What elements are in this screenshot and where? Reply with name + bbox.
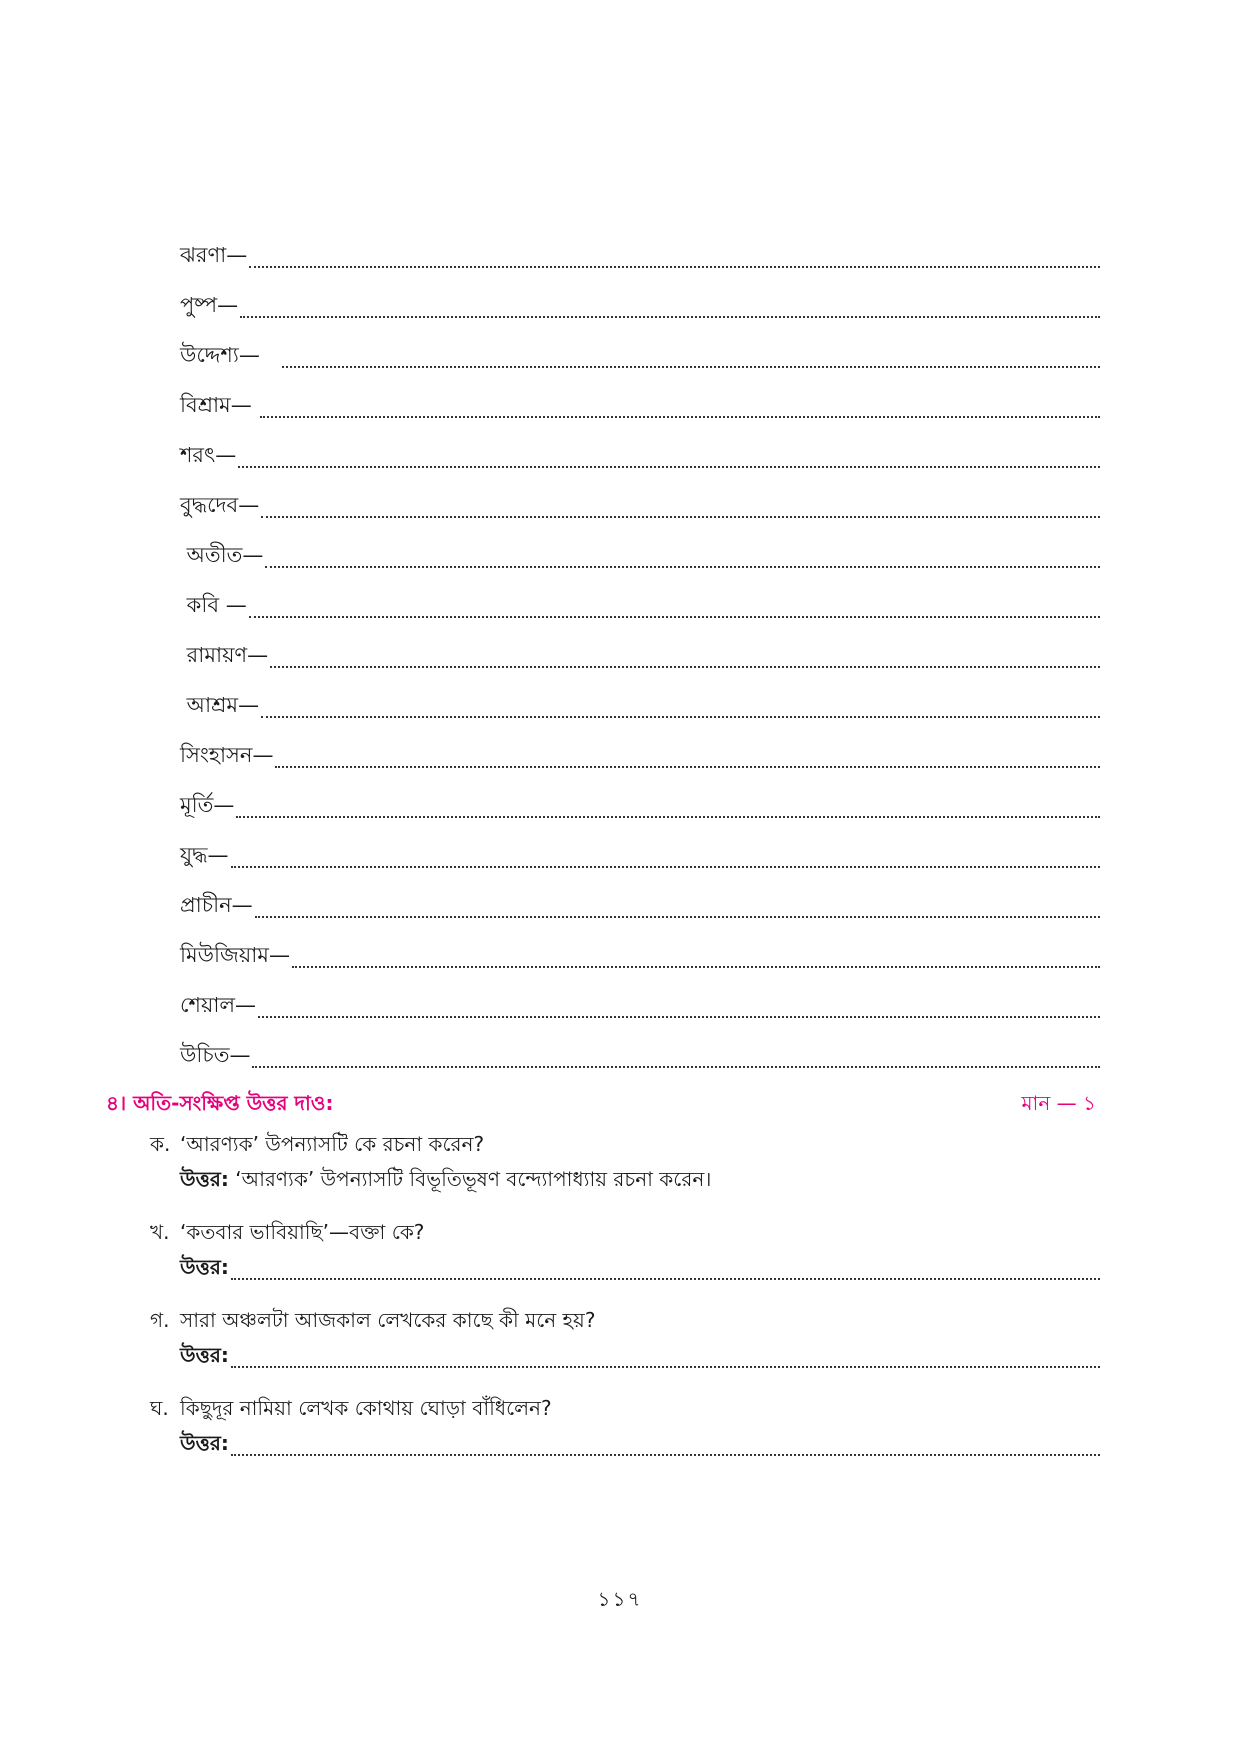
answer-blank[interactable] [231, 1454, 1100, 1456]
vocab-word: প্রাচীন— [180, 893, 253, 917]
vocab-word: উচিত— [180, 1043, 251, 1067]
answer-label: উত্তর: [180, 1343, 229, 1367]
vocab-word: বিশ্রাম— [180, 393, 259, 417]
vocab-word: পুষ্প— [180, 293, 239, 317]
answer-line [180, 1426, 1100, 1464]
page-number: ১১৭ [597, 1587, 643, 1611]
vocab-word: শেয়াল— [180, 993, 257, 1017]
question-text: সারা অঞ্চলটা আজকাল লেখকের কাছে কী মনে হয়? [180, 1308, 596, 1332]
vocab-word: রামায়ণ— [180, 643, 269, 667]
question-number: ঘ. [150, 1396, 169, 1420]
question-item [150, 1306, 1100, 1339]
answer-blank[interactable] [292, 966, 1100, 968]
vocab-word: আশ্রম— [180, 693, 260, 717]
answer-blank[interactable] [238, 466, 1100, 468]
vocab-word: ঝরণা— [180, 243, 248, 267]
section-marks: মান — ১ [1021, 1090, 1096, 1115]
answer-blank[interactable] [231, 866, 1101, 868]
vocab-line [180, 836, 1100, 876]
vocab-word: উদ্দেশ্য— [180, 343, 280, 367]
question-item [150, 1218, 1100, 1251]
vocab-line [180, 586, 1100, 626]
question-text: ‘আরণ্যক’ উপন্যাসটি কে রচনা করেন? [180, 1132, 485, 1156]
answer-blank[interactable] [261, 516, 1100, 518]
answer-blank[interactable] [260, 416, 1100, 418]
answer-blank[interactable] [240, 316, 1100, 318]
answer-label: উত্তর: [180, 1255, 229, 1279]
question-text: ‘কতবার ভাবিয়াছি’—বক্তা কে? [180, 1220, 425, 1244]
vocab-line [180, 486, 1100, 526]
answer-blank[interactable] [231, 1278, 1100, 1280]
answer-label: উত্তর: [180, 1431, 229, 1455]
answer-blank[interactable] [249, 266, 1100, 268]
question-text: কিছুদূর নামিয়া লেখক কোথায় ঘোড়া বাঁধিলেন? [180, 1396, 552, 1420]
vocab-line [180, 936, 1100, 976]
vocab-line [180, 536, 1100, 576]
question-item [150, 1130, 1100, 1163]
answer-blank[interactable] [236, 816, 1100, 818]
vocab-word: কবি — [180, 593, 247, 617]
answer-line [180, 1250, 1100, 1288]
answer-blank[interactable] [275, 766, 1100, 768]
question-number: গ. [150, 1308, 170, 1332]
vocab-line [180, 386, 1100, 426]
vocab-line [180, 686, 1100, 726]
answer-blank[interactable] [270, 666, 1100, 668]
answer-blank[interactable] [261, 716, 1100, 718]
answer-label: উত্তর: [180, 1167, 229, 1191]
answer-blank[interactable] [249, 616, 1100, 618]
answer-blank[interactable] [258, 1016, 1100, 1018]
vocab-line [180, 636, 1100, 676]
vocab-word: অতীত— [180, 543, 264, 567]
vocab-line [180, 436, 1100, 476]
vocab-line [180, 736, 1100, 776]
vocab-word: সিংহাসন— [180, 743, 274, 767]
vocab-word: মিউজিয়াম— [180, 943, 290, 967]
vocab-word: যুদ্ধ— [180, 843, 229, 867]
section-title: ৪। অতি-সংক্ষিপ্ত উত্তর দাও: [106, 1090, 334, 1115]
vocab-line [180, 886, 1100, 926]
vocab-line [180, 786, 1100, 826]
answer-blank[interactable] [252, 1066, 1100, 1068]
vocab-word: শরৎ— [180, 443, 237, 467]
answer-text: ‘আরণ্যক’ উপন্যাসটি বিভূতিভূষণ বন্দ্যোপাধ্যায় রচনা করেন। [228, 1167, 712, 1191]
answer-line [180, 1162, 1100, 1200]
vocab-line [180, 1036, 1100, 1076]
vocab-line [180, 986, 1100, 1026]
question-item [150, 1394, 1100, 1427]
vocab-line [180, 336, 1100, 376]
answer-blank[interactable] [282, 366, 1100, 368]
answer-blank[interactable] [231, 1366, 1100, 1368]
answer-blank[interactable] [255, 916, 1100, 918]
question-number: খ. [150, 1220, 170, 1244]
vocab-word: মূর্তি— [180, 793, 235, 817]
answer-blank[interactable] [265, 566, 1100, 568]
question-number: ক. [150, 1132, 171, 1156]
vocab-line [180, 236, 1100, 276]
answer-line [180, 1338, 1100, 1376]
section-heading [106, 1088, 1096, 1122]
vocab-line [180, 286, 1100, 326]
vocab-word: বুদ্ধদেব— [180, 493, 260, 517]
